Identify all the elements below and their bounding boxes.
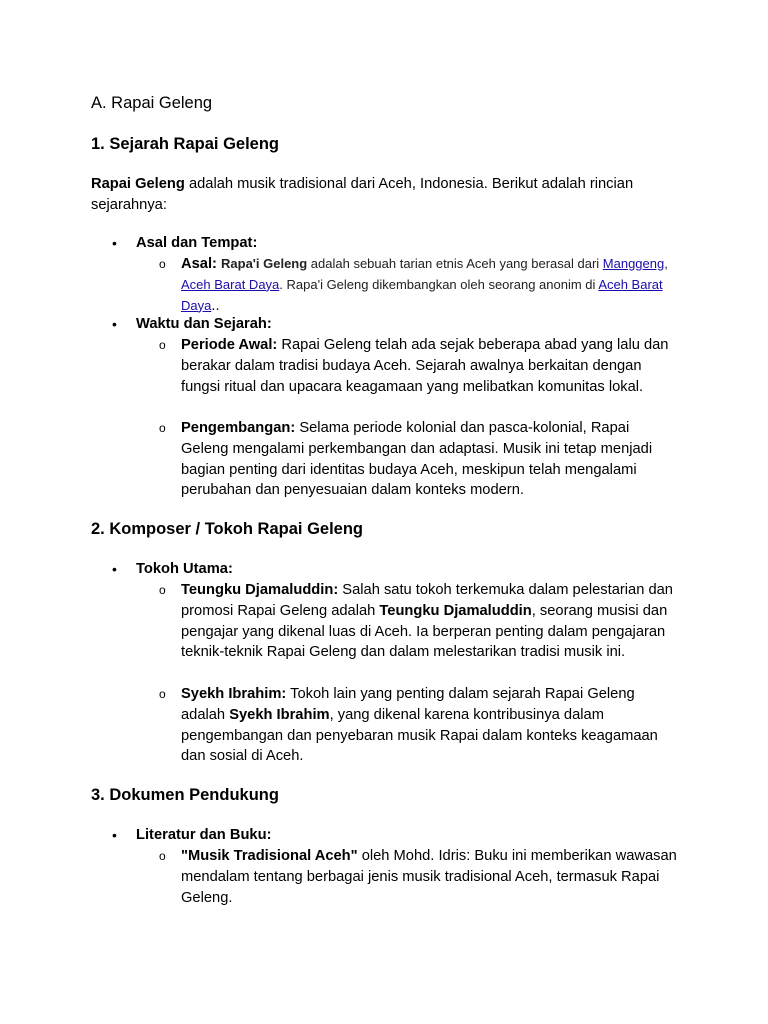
sub-item-text: Selama periode kolonial dan pasca-kolonial, Rapai Geleng mengalami perkembangan dan adaptasi. Musik ini tetap menjadi bagian penting dari identitas budaya Aceh, meskipun telah mengalami perubahan dan penyesuaian dalam konteks modern. bbox=[181, 420, 653, 499]
link-manggeng[interactable]: Manggeng bbox=[602, 256, 665, 271]
circle-bullet: o bbox=[159, 687, 166, 701]
circle-bullet: o bbox=[159, 583, 166, 597]
bullet-item bbox=[112, 233, 676, 254]
sub-item-text: Rapai Geleng telah ada sejak beberapa abad yang lalu dan berakar dalam tradisi budaya Aceh. Sejarah awalnya berkaitan dengan fungsi ritual dan upacara keagamaan yang melibatkan komunitas lokal. bbox=[181, 337, 669, 395]
bullet-item bbox=[112, 825, 676, 846]
sub-item-label: Syekh Ibrahim: bbox=[181, 686, 287, 702]
section-heading: 1. Sejarah Rapai Geleng bbox=[91, 135, 279, 153]
sub-list-item bbox=[159, 254, 679, 316]
sub-item-text: , yang dikenal karena kontribusinya dalam pengembangan dan penyebaran musik Rapai dalam konteks keagamaan dan sosial di Aceh. bbox=[181, 706, 658, 765]
sub-item-text: . Rapa'i Geleng dikembangkan oleh seorang anonim di bbox=[279, 276, 599, 292]
bullet-label: Tokoh Utama: bbox=[136, 561, 233, 577]
section-heading: 2. Komposer / Tokoh Rapai Geleng bbox=[91, 520, 363, 538]
intro-bold: Rapai Geleng bbox=[91, 176, 185, 192]
circle-bullet: o bbox=[159, 338, 166, 352]
intro-paragraph bbox=[91, 174, 671, 216]
section-heading: 3. Dokumen Pendukung bbox=[91, 786, 279, 804]
sub-item-text: Salah satu tokoh terkemuka dalam pelestarian dan promosi Rapai Geleng adalah bbox=[181, 582, 673, 619]
bullet-dot: • bbox=[112, 561, 117, 577]
sub-item-label: Periode Awal: bbox=[181, 337, 278, 353]
sub-item-text: adalah sebuah tarian etnis Aceh yang berasal dari bbox=[307, 256, 603, 271]
sub-item-text: , seorang musisi dan pengajar yang dikenal luas di Aceh. Ia berperan penting dalam pengajaran teknik-teknik Rapai Geleng dan dalam melestarikan tradisi musik ini. bbox=[181, 602, 668, 661]
page-title: A. Rapai Geleng bbox=[91, 94, 213, 112]
sub-item-label: Asal: bbox=[181, 256, 217, 272]
sub-list-item bbox=[159, 580, 679, 663]
circle-bullet: o bbox=[159, 421, 166, 435]
circle-bullet: o bbox=[159, 257, 166, 271]
bullet-dot: • bbox=[112, 235, 117, 251]
sub-item-text: oleh Mohd. Idris: Buku ini memberikan wawasan mendalam tentang berbagai jenis musik tradisional Aceh, termasuk Rapai Geleng. bbox=[181, 848, 677, 906]
sub-item-label: Pengembangan: bbox=[181, 420, 296, 436]
bullet-dot: • bbox=[112, 827, 117, 843]
bullet-label: Literatur dan Buku: bbox=[136, 827, 272, 843]
sub-item-text: Tokoh lain yang penting dalam sejarah Rapai Geleng adalah bbox=[181, 686, 635, 723]
sub-item-bold: Teungku Djamaluddin bbox=[379, 602, 532, 619]
sub-item-label: "Musik Tradisional Aceh" bbox=[181, 848, 358, 864]
sub-item-bold: Rapa'i Geleng bbox=[221, 256, 308, 271]
bullet-dot: • bbox=[112, 316, 117, 332]
sub-list-item bbox=[159, 846, 679, 908]
sub-item-text: .. bbox=[211, 297, 220, 314]
sub-list-item bbox=[159, 418, 679, 501]
sub-list-item bbox=[159, 335, 679, 397]
bullet-label: Waktu dan Sejarah: bbox=[136, 316, 272, 332]
sub-item-label: Teungku Djamaluddin: bbox=[181, 582, 339, 598]
link-aceh-barat-daya[interactable]: Aceh Barat Daya bbox=[181, 276, 663, 313]
sub-list-item bbox=[159, 684, 679, 767]
bullet-item bbox=[112, 314, 676, 335]
sub-item-text: , bbox=[664, 256, 668, 271]
bullet-label: Asal dan Tempat: bbox=[136, 235, 258, 251]
circle-bullet: o bbox=[159, 849, 166, 863]
bullet-item bbox=[112, 559, 676, 580]
intro-text: adalah musik tradisional dari Aceh, Indonesia. Berikut adalah rincian sejarahnya: bbox=[91, 176, 634, 213]
link-aceh-barat-daya[interactable]: Aceh Barat Daya bbox=[181, 276, 280, 292]
sub-item-bold: Syekh Ibrahim bbox=[229, 706, 330, 723]
